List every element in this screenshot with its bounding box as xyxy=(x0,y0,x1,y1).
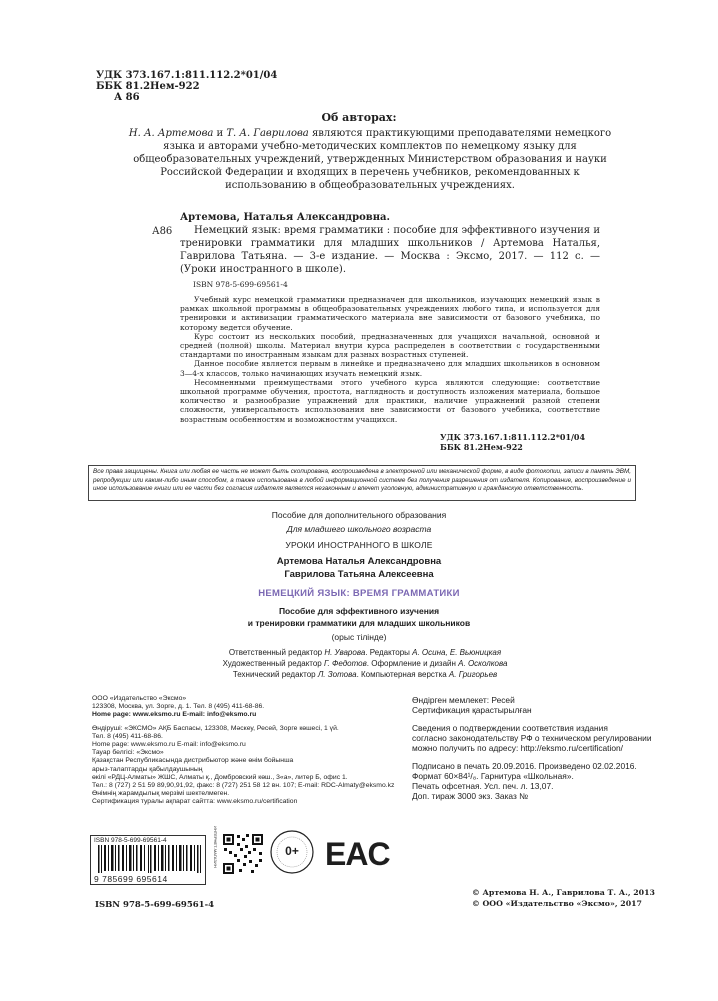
author-sign: А 86 xyxy=(114,92,140,103)
editors-line xyxy=(200,647,530,658)
copyright-block xyxy=(472,887,655,909)
role-label: Художественный редактор xyxy=(222,659,324,668)
bibliographic-code: А86 xyxy=(152,226,173,237)
person-name: А. Осина, Е. Вьюницкая xyxy=(412,648,502,657)
role-label: . Редакторы xyxy=(365,648,413,657)
role-label: Ответственный редактор xyxy=(228,648,325,657)
editors-line xyxy=(200,669,530,680)
publisher-kz-line: Home page: www.eksmo.ru E-mail: info@eksmo.ru xyxy=(92,741,246,749)
copyright-publisher: © ООО «Издательство «Эксмо», 2017 xyxy=(472,899,642,908)
person-name: Г. Федотов xyxy=(323,659,367,668)
bbk-code-footer: ББК 81.2Нем-922 xyxy=(440,442,523,452)
annotation-paragraph: Учебный курс немецкой грамматики предназначен для школьников, изучающих немецкий язык в рамках школьной программы в общеобразовательных учреждениях любого типа, и используется для тренировки и активизации грамматического материала вне зависимости от базового учебника, по которому ведется обучение. xyxy=(180,295,600,332)
print-run: Доп. тираж 3000 экз. Заказ № xyxy=(412,791,529,801)
certification-info: Сертификация қарастырылған xyxy=(412,705,532,715)
barcode-isbn: ISBN 978-5-699-69561-4 xyxy=(94,837,167,844)
publisher-kz-line: Тел. 8 (495) 411-68-86. xyxy=(92,732,163,740)
publisher-kz-line: Сертификация туралы ақпарат сайтта: www.eksmo.ru/certification xyxy=(92,798,298,806)
certification-line: согласно законодательству РФ о техническом регулировании xyxy=(412,733,652,743)
publisher-kz-line: Тауар белгісі: «Эксмо» xyxy=(92,749,164,757)
publisher-info xyxy=(92,695,395,807)
bibliographic-record xyxy=(180,211,600,276)
book-subtitle: Пособие для эффективного изучения xyxy=(278,606,440,616)
certification-line: Сведения о подтверждении соответствия издания xyxy=(412,723,608,733)
publisher-address: 123308, Москва, ул. Зорге, д. 1. Тел. 8 (495) 411-68-86. xyxy=(92,703,265,711)
annotation-classification xyxy=(440,432,585,452)
about-authors-body: являются практикующими преподавателями немецкого языка и авторами учебно-методических комплектов по немецкому языку для общеобразовательных учреждений, утвержденных Министерством образования и науки Российской Федерации и входящих в перечень учебников, рекомендованных к использованию в общеобразовательных учреждениях. xyxy=(133,128,612,191)
book-language: (орыс тілінде) xyxy=(331,632,387,642)
series-line: Для младшего школьного возраста xyxy=(286,524,432,534)
publisher-kz-line: өкілі «РДЦ-Алматы» ЖШС, Алматы қ., Домбровский көш., 3«а», литер Б, офис 1. xyxy=(92,773,348,781)
book-author: Гаврилова Татьяна Алексеевна xyxy=(284,569,434,580)
print-date: Подписано в печать 20.09.2016. Произведено 02.02.2016. xyxy=(412,761,637,771)
publisher-kz-line: Қазақстан Республикасында дистрибьютор және өнім бойынша xyxy=(92,757,294,765)
udk-code-footer: УДК 373.167.1:811.112.2*01/04 xyxy=(440,432,586,442)
person-name: А. Григорьев xyxy=(448,670,498,679)
publisher-name: ООО «Издательство «Эксмо» xyxy=(92,695,187,702)
age-rating: 0+ xyxy=(285,844,299,858)
bibliographic-description: Немецкий язык: время грамматики : пособие для эффективного изучения и тренировки грамматики для младших школьников / Артемова Наталья, Гаврилова Татьяна. — 3-е издание. — Москва : Эксмо, 2017. — 112 с. — (Уроки иностранного в школе). xyxy=(180,225,600,275)
series-line: Пособие для дополнительного образования xyxy=(271,510,447,520)
barcode-icon xyxy=(98,845,202,873)
book-author: Артемова Наталья Александровна xyxy=(276,556,442,567)
eac-mark: EAC xyxy=(325,836,390,872)
bibliographic-isbn: ISBN 978-5-699-69561-4 xyxy=(193,280,288,289)
bibliographic-author: Артемова, Наталья Александровна. xyxy=(180,212,390,223)
print-details xyxy=(412,695,682,801)
country-info: Өндірген мемлекет: Ресей xyxy=(412,695,515,705)
series-name: УРОКИ ИНОСТРАННОГО В ШКОЛЕ xyxy=(285,540,433,550)
role-label: . Оформление и дизайн xyxy=(366,659,459,668)
role-label: . Компьютерная верстка xyxy=(356,670,449,679)
person-name: Н. Уварова xyxy=(324,648,366,657)
editors-credits xyxy=(200,647,530,680)
rights-notice: Все права защищены. Книга или любая ее часть не может быть скопирована, воспроизведена в электронной или механической форме, в виде фотокопии, записи в память ЭВМ, репродукции или каким-либо иным способом, а также использована в любой информационной системе без получения разрешения от издателя. Копирование, воспроизведение и иное использование книги или ее части без согласия издателя является незаконным и влечет уголовную, административную и гражданскую ответственность. xyxy=(88,465,636,501)
person-name: Л. Зотова xyxy=(317,670,357,679)
annotation-paragraph: Курс состоит из нескольких пособий, предназначенных для учащихся начальной, основной и средней (полной) школы. Материал внутри курса распределен в соответствии с государственными стандартами по иностранным языкам для разных возрастных ступеней. xyxy=(180,331,600,360)
certification-line: можно получить по адресу: http://eksmo.ru/certification/ xyxy=(412,743,623,753)
about-authors-title: Об авторах: xyxy=(321,111,397,124)
annotation-paragraph: Данное пособие является первым в линейке и предназначено для младших школьников в основном 3—4-х классов, только начинающих изучать немецкий язык. xyxy=(180,359,600,378)
print-format: Формат 60×84¹/₈. Гарнитура «Школьная». xyxy=(412,771,574,781)
role-label: Технический редактор xyxy=(232,670,318,679)
udk-bbk-header xyxy=(96,70,277,103)
barcode-digits: 9 785699 695614 xyxy=(94,874,168,884)
publisher-kz-line: Тел.: 8 (727) 2 51 59 89,90,91,92, факс: 8 (727) 251 58 12 вн. 107; E-mail: RDC-Almaty@eksmo.kz xyxy=(92,782,395,790)
annotation xyxy=(180,295,600,424)
udk-code: УДК 373.167.1:811.112.2*01/04 xyxy=(96,70,278,81)
author1-name: Н. А. Артемова xyxy=(128,128,214,139)
about-authors-text xyxy=(120,127,620,192)
bbk-code: ББК 81.2Нем-922 xyxy=(96,81,200,92)
qr-code-icon xyxy=(222,833,264,875)
print-type: Печать офсетная. Усл. печ. л. 13,07. xyxy=(412,781,554,791)
person-name: А. Осколкова xyxy=(458,659,508,668)
author2-name: Т. А. Гаврилова xyxy=(226,128,309,139)
and-text: и xyxy=(213,128,227,139)
publisher-web: Home page: www.eksmo.ru E-mail: info@eksmo.ru xyxy=(92,711,257,719)
copyright-authors: © Артемова Н. А., Гаврилова Т. А., 2013 xyxy=(472,888,655,897)
editors-line xyxy=(200,658,530,669)
annotation-paragraph: Несомненными преимуществами этого учебного курса являются следующие: соответствие школьной программе обучения, простота, наглядность и доступность изложения материала, большое количество и разнообразие упражнений для практики, наличие упражнений разной степени сложности, универсальность использования вне зависимости от базового учебника, соответствие возрастным особенностям и возможностям учащихся. xyxy=(180,377,600,424)
book-subtitle: и тренировки грамматики для младших школьников xyxy=(247,618,471,628)
publisher-kz-line: Өнімнің жарамдылық мерзімі шектелмеген. xyxy=(92,790,230,798)
qr-label: ИНТЕРНЕТ-МАГАЗИН xyxy=(213,826,218,868)
footer-isbn: ISBN 978-5-699-69561-4 xyxy=(95,900,215,910)
book-title: НЕМЕЦКИЙ ЯЗЫК: ВРЕМЯ ГРАММАТИКИ xyxy=(258,588,460,599)
publisher-kz-line: Өндіруші: «ЭКСМО» АҚБ Баспасы, 123308, Мәскеу, Ресей, Зорге көшесі, 1 үй. xyxy=(92,724,339,732)
publisher-kz-line: арыз-талаптарды қабылдаушының xyxy=(92,765,203,773)
